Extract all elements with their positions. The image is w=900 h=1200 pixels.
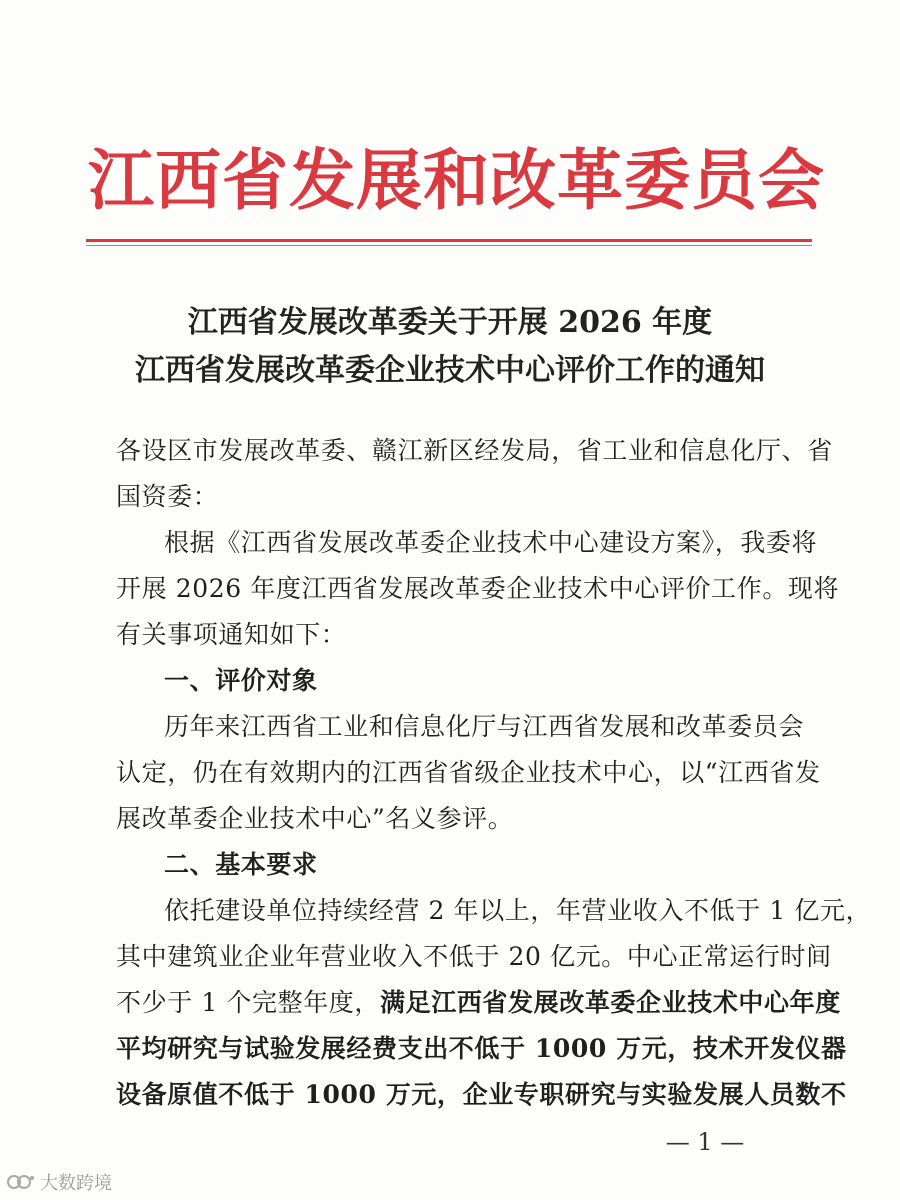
document-title-line-2: 江西省发展改革委企业技术中心评价工作的通知	[135, 353, 765, 388]
section-2-line-5: 设备原值不低于 1000 万元，企业专职研究与实验发展人员数不	[116, 1080, 847, 1109]
intro-line-1: 根据《江西省发展改革委企业技术中心建设方案》，我委将	[164, 528, 818, 557]
organization-header: 江西省发展和改革委员会	[88, 141, 825, 219]
addressee-line-2: 国资委：	[116, 482, 219, 511]
watermark	[6, 1170, 112, 1194]
header-red-rule-thin	[86, 245, 812, 246]
section-2-line-3-regular: 不少于 1 个完整年度，	[116, 988, 381, 1017]
section-2-line-3-bold: 满足江西省发展改革委企业技术中心年度	[380, 988, 841, 1017]
section-2-line-1: 依托建设单位持续经营 2 年以上，年营业收入不低于 1 亿元，	[164, 896, 872, 925]
section-2-line-4: 平均研究与试验发展经费支出不低于 1000 万元，技术开发仪器	[116, 1034, 847, 1063]
document-title-line-1: 江西省发展改革委关于开展 2026 年度	[187, 305, 713, 340]
section-2-heading: 二、基本要求	[164, 850, 318, 879]
section-1-heading: 一、评价对象	[164, 666, 318, 695]
watermark-text: 大数跨境	[40, 1173, 112, 1194]
section-2-line-3	[116, 984, 841, 1022]
watermark-logo-icon	[6, 1173, 36, 1191]
section-2-line-2: 其中建筑业企业年营业收入不低于 20 亿元。中心正常运行时间	[116, 942, 832, 971]
section-1-line-3: 展改革委企业技术中心”名义参评。	[116, 804, 514, 833]
section-1-line-1: 历年来江西省工业和信息化厅与江西省发展和改革委员会	[164, 712, 805, 741]
section-1-line-2: 认定，仍在有效期内的江西省省级企业技术中心，以“江西省发	[116, 758, 821, 787]
intro-line-2: 开展 2026 年度江西省发展改革委企业技术中心评价工作。现将	[116, 574, 840, 603]
header-red-rule	[86, 239, 812, 242]
page-number: — 1 —	[665, 1128, 745, 1156]
addressee-line-1: 各设区市发展改革委、赣江新区经发局，省工业和信息化厅、省	[116, 436, 833, 465]
intro-line-3: 有关事项通知如下：	[116, 620, 347, 649]
